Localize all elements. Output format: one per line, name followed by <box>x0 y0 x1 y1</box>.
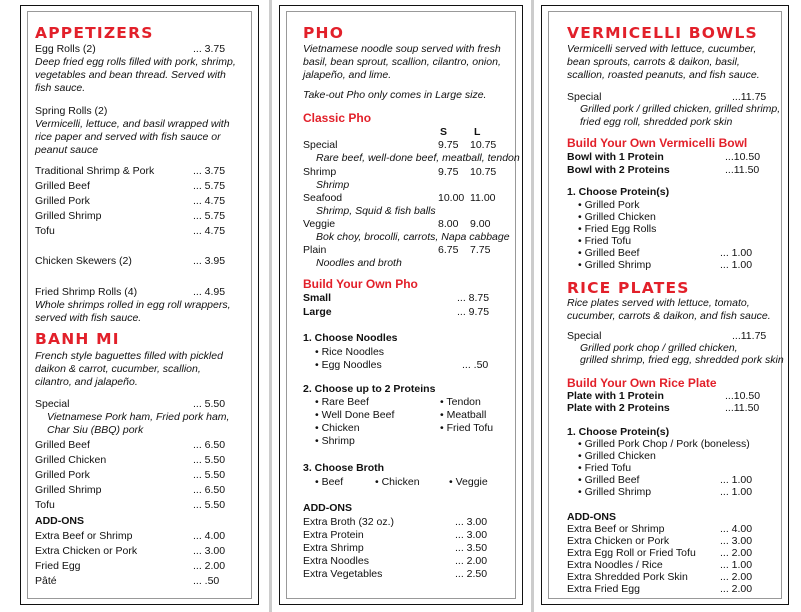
fried-shrimp-rolls-desc-2: served with fish sauce. <box>35 312 142 324</box>
banh-mi-addon-name: Pâté <box>35 575 57 587</box>
banh-mi-item-name: Grilled Shrimp <box>35 484 102 496</box>
vermicelli-desc-2: bean sprouts, carrots & daikon, basil, <box>567 56 740 68</box>
banh-mi-special-desc-1: Vietnamese Pork ham, Fried pork ham, <box>47 411 230 423</box>
egg-noodles-price: ... .50 <box>462 359 489 371</box>
classic-pho-s: 6.75 <box>438 244 459 256</box>
rice-two-protein-name: Plate with 2 Proteins <box>567 402 670 414</box>
banh-mi-title: BANH MI <box>35 330 120 348</box>
app-item-name: Grilled Pork <box>35 195 90 207</box>
pho-noodle-option: • Rice Noodles <box>315 346 385 358</box>
pho-addon-name: Extra Broth (32 oz.) <box>303 516 395 528</box>
pho-broth-option: • Chicken <box>375 476 420 488</box>
vermicelli-beef-price: ... 1.00 <box>720 247 753 259</box>
classic-pho-desc: Noodles and broth <box>316 257 402 269</box>
pho-desc-3: jalapeño, and lime. <box>303 69 392 81</box>
rice-beef-price: ... 1.00 <box>720 474 753 486</box>
classic-pho-name: Special <box>303 139 338 151</box>
vermicelli-two-protein-name: Bowl with 2 Proteins <box>567 164 670 176</box>
rice-one-protein-name: Plate with 1 Protein <box>567 390 664 402</box>
rice-desc-2: cucumber, carrots & daikon, and fish sauce. <box>567 310 771 322</box>
pho-small-name: Small <box>303 292 332 304</box>
rice-one-protein-price: ...10.50 <box>725 390 761 402</box>
rice-shrimp-price: ... 1.00 <box>720 486 753 498</box>
pho-protein-option: • Meatball <box>440 409 487 421</box>
rice-desc-1: Rice plates served with lettuce, tomato, <box>567 297 750 309</box>
pho-step1: 1. Choose Noodles <box>303 332 398 344</box>
spring-rolls-desc-2: rice paper and served with fish sauce or <box>35 131 221 143</box>
banh-mi-item-price: ... 5.50 <box>193 499 226 511</box>
app-item-price: ... 4.75 <box>193 225 226 237</box>
classic-pho-desc: Shrimp <box>316 179 350 191</box>
rice-addon-price: ... 3.00 <box>720 535 753 547</box>
banh-mi-addon-name: Extra Chicken or Pork <box>35 545 138 557</box>
rice-step1: 1. Choose Protein(s) <box>567 426 670 438</box>
pho-addon-name: Extra Protein <box>303 529 364 541</box>
banh-mi-addon-name: Fried Egg <box>35 560 81 572</box>
pho-title: PHO <box>303 24 345 42</box>
pho-large-name: Large <box>303 306 332 318</box>
pho-addon-name: Extra Shrimp <box>303 542 364 554</box>
classic-pho-desc: Rare beef, well-done beef, meatball, tendon <box>316 152 520 164</box>
app-item-price: ... 4.75 <box>193 195 226 207</box>
banh-mi-item-price: ... 6.50 <box>193 484 226 496</box>
banh-mi-item-price: ... 6.50 <box>193 439 226 451</box>
pho-step2: 2. Choose up to 2 Proteins <box>303 383 436 395</box>
pho-note: Take-out Pho only comes in Large size. <box>303 89 487 101</box>
app-item-name: Tofu <box>35 225 55 237</box>
vermicelli-protein-option: • Grilled Shrimp <box>578 259 652 271</box>
rice-protein-option: • Grilled Chicken <box>578 450 656 462</box>
rice-addon-price: ... 2.00 <box>720 547 753 559</box>
vermicelli-desc-3: scallion, roasted peanuts, and fish sauce. <box>567 69 760 81</box>
classic-pho-name: Shrimp <box>303 166 337 178</box>
app-item-name: Grilled Shrimp <box>35 210 102 222</box>
rice-protein-option: • Fried Tofu <box>578 462 632 474</box>
banh-mi-addon-price: ... .50 <box>193 575 220 587</box>
app-item-price: ... 5.75 <box>193 180 226 192</box>
vermicelli-special-desc-1: Grilled pork / grilled chicken, grilled shrimp, <box>580 103 781 115</box>
pho-addons-title: ADD-ONS <box>303 502 352 514</box>
fried-shrimp-rolls-price: ... 4.95 <box>193 286 226 298</box>
pho-broth-option: • Veggie <box>449 476 488 488</box>
pho-addon-price: ... 2.00 <box>455 555 488 567</box>
banh-mi-addon-price: ... 4.00 <box>193 530 226 542</box>
app-item-price: ... 3.75 <box>193 165 226 177</box>
classic-pho-l: 10.75 <box>470 166 497 178</box>
egg-rolls-price: ... 3.75 <box>193 43 226 55</box>
egg-rolls-desc-1: Deep fried egg rolls filled with pork, shrimp, <box>35 56 236 68</box>
fried-shrimp-rolls-desc-1: Whole shrimps rolled in egg roll wrappers, <box>35 299 231 311</box>
banh-mi-item-name: Tofu <box>35 499 55 511</box>
banh-mi-addon-price: ... 2.00 <box>193 560 226 572</box>
banh-mi-addons-title: ADD-ONS <box>35 515 84 527</box>
rice-addon-name: Extra Egg Roll or Fried Tofu <box>567 547 696 559</box>
vermicelli-protein-option: • Grilled Beef <box>578 247 640 259</box>
classic-pho-l: 10.75 <box>470 139 497 151</box>
banh-mi-special-desc-2: Char Siu (BBQ) pork <box>47 424 144 436</box>
banh-mi-desc-1: French style baguettes filled with pickled <box>35 350 223 362</box>
pho-desc-1: Vietnamese noodle soup served with fresh <box>303 43 501 55</box>
rice-addons-title: ADD-ONS <box>567 511 616 523</box>
pho-desc-2: basil, bean sprout, scallion, cilantro, onion, <box>303 56 501 68</box>
vermicelli-protein-option: • Fried Egg Rolls <box>578 223 657 235</box>
egg-rolls-name: Egg Rolls (2) <box>35 43 96 55</box>
pho-small-price: ... 8.75 <box>457 292 490 304</box>
pho-protein-option: • Rare Beef <box>315 396 369 408</box>
classic-pho-l: 9.00 <box>470 218 491 230</box>
vermicelli-protein-option: • Fried Tofu <box>578 235 632 247</box>
app-item-price: ... 5.75 <box>193 210 226 222</box>
spring-rolls-name: Spring Rolls (2) <box>35 105 108 117</box>
rice-special-desc-1: Grilled pork chop / grilled chicken, <box>580 342 738 354</box>
banh-mi-special-price: ... 5.50 <box>193 398 226 410</box>
rice-addon-name: Extra Chicken or Pork <box>567 535 670 547</box>
rice-special-name: Special <box>567 330 602 342</box>
vermicelli-one-protein-name: Bowl with 1 Protein <box>567 151 664 163</box>
vermicelli-shrimp-price: ... 1.00 <box>720 259 753 271</box>
rice-protein-option: • Grilled Shrimp <box>578 486 652 498</box>
vermicelli-protein-option: • Grilled Chicken <box>578 211 656 223</box>
banh-mi-addon-price: ... 3.00 <box>193 545 226 557</box>
byo-vermicelli-title: Build Your Own Vermicelli Bowl <box>567 136 748 150</box>
classic-pho-name: Veggie <box>303 218 336 230</box>
vermicelli-one-protein-price: ...10.50 <box>725 151 761 163</box>
fold-line-right <box>531 0 534 612</box>
rice-special-price: ...11.75 <box>732 330 767 342</box>
vermicelli-special-price: ...11.75 <box>732 91 767 103</box>
vermicelli-two-protein-price: ...11.50 <box>725 164 760 176</box>
pho-addon-name: Extra Vegetables <box>303 568 383 580</box>
pho-addon-name: Extra Noodles <box>303 555 369 567</box>
banh-mi-item-name: Grilled Beef <box>35 439 90 451</box>
classic-pho-s: 10.00 <box>438 192 465 204</box>
banh-mi-special-name: Special <box>35 398 70 410</box>
rice-addon-price: ... 2.00 <box>720 583 753 595</box>
pho-protein-option: • Fried Tofu <box>440 422 494 434</box>
pho-protein-option: • Tendon <box>440 396 481 408</box>
vermicelli-special-desc-2: fried egg roll, shredded pork skin <box>580 116 733 128</box>
chicken-skewers-name: Chicken Skewers (2) <box>35 255 132 267</box>
spring-rolls-desc-1: Vermicelli, lettuce, and basil wrapped with <box>35 118 230 130</box>
chicken-skewers-price: ... 3.95 <box>193 255 226 267</box>
pho-protein-option: • Shrimp <box>315 435 355 447</box>
vermicelli-special-name: Special <box>567 91 602 103</box>
byo-pho-title: Build Your Own Pho <box>303 277 418 291</box>
fold-line-left <box>269 0 272 612</box>
classic-pho-desc: Shrimp, Squid & fish balls <box>316 205 436 217</box>
vermicelli-step1: 1. Choose Protein(s) <box>567 186 670 198</box>
banh-mi-item-price: ... 5.50 <box>193 454 226 466</box>
pho-protein-option: • Well Done Beef <box>315 409 395 421</box>
pho-addon-price: ... 3.50 <box>455 542 488 554</box>
rice-addon-name: Extra Noodles / Rice <box>567 559 663 571</box>
pho-addon-price: ... 2.50 <box>455 568 488 580</box>
rice-addon-name: Extra Shredded Pork Skin <box>567 571 688 583</box>
classic-pho-name: Plain <box>303 244 327 256</box>
classic-pho-name: Seafood <box>303 192 343 204</box>
pho-step3: 3. Choose Broth <box>303 462 385 474</box>
rice-two-protein-price: ...11.50 <box>725 402 760 414</box>
banh-mi-item-name: Grilled Chicken <box>35 454 107 466</box>
appetizers-title: APPETIZERS <box>35 24 154 42</box>
byo-rice-title: Build Your Own Rice Plate <box>567 376 717 390</box>
rice-special-desc-2: grilled shrimp, fried egg, shredded pork skin <box>580 354 784 366</box>
vermicelli-protein-option: • Grilled Pork <box>578 199 640 211</box>
egg-rolls-desc-3: fish sauce. <box>35 82 86 94</box>
banh-mi-addon-name: Extra Beef or Shrimp <box>35 530 133 542</box>
pho-noodle-option: • Egg Noodles <box>315 359 382 371</box>
classic-pho-desc: Bok choy, brocolli, carrots, Napa cabbage <box>316 231 510 243</box>
rice-addon-name: Extra Fried Egg <box>567 583 640 595</box>
size-s-header: S <box>440 126 448 138</box>
rice-addon-price: ... 4.00 <box>720 523 753 535</box>
size-l-header: L <box>474 126 481 138</box>
app-item-name: Traditional Shrimp & Pork <box>35 165 155 177</box>
banh-mi-desc-2: daikon & carrot, cucumber, scallion, <box>35 363 201 375</box>
pho-addon-price: ... 3.00 <box>455 516 488 528</box>
rice-plates-title: RICE PLATES <box>567 279 690 297</box>
rice-addon-name: Extra Beef or Shrimp <box>567 523 665 535</box>
fried-shrimp-rolls-name: Fried Shrimp Rolls (4) <box>35 286 138 298</box>
app-item-name: Grilled Beef <box>35 180 90 192</box>
spring-rolls-desc-3: peanut sauce <box>35 144 99 156</box>
banh-mi-item-name: Grilled Pork <box>35 469 90 481</box>
rice-addon-price: ... 1.00 <box>720 559 753 571</box>
classic-pho-s: 9.75 <box>438 166 459 178</box>
classic-pho-title: Classic Pho <box>303 111 372 125</box>
pho-large-price: ... 9.75 <box>457 306 490 318</box>
banh-mi-item-price: ... 5.50 <box>193 469 226 481</box>
classic-pho-s: 9.75 <box>438 139 459 151</box>
banh-mi-desc-3: cilantro, and jalapeño. <box>35 376 138 388</box>
rice-addon-price: ... 2.00 <box>720 571 753 583</box>
vermicelli-title: VERMICELLI BOWLS <box>567 24 758 42</box>
classic-pho-l: 7.75 <box>470 244 491 256</box>
rice-protein-option: • Grilled Pork Chop / Pork (boneless) <box>578 438 750 450</box>
pho-protein-option: • Chicken <box>315 422 360 434</box>
classic-pho-l: 11.00 <box>470 192 496 204</box>
egg-rolls-desc-2: vegetables and bean thread. Served with <box>35 69 226 81</box>
classic-pho-s: 8.00 <box>438 218 459 230</box>
vermicelli-desc-1: Vermicelli served with lettuce, cucumber, <box>567 43 757 55</box>
pho-broth-option: • Beef <box>315 476 344 488</box>
pho-addon-price: ... 3.00 <box>455 529 488 541</box>
rice-protein-option: • Grilled Beef <box>578 474 640 486</box>
